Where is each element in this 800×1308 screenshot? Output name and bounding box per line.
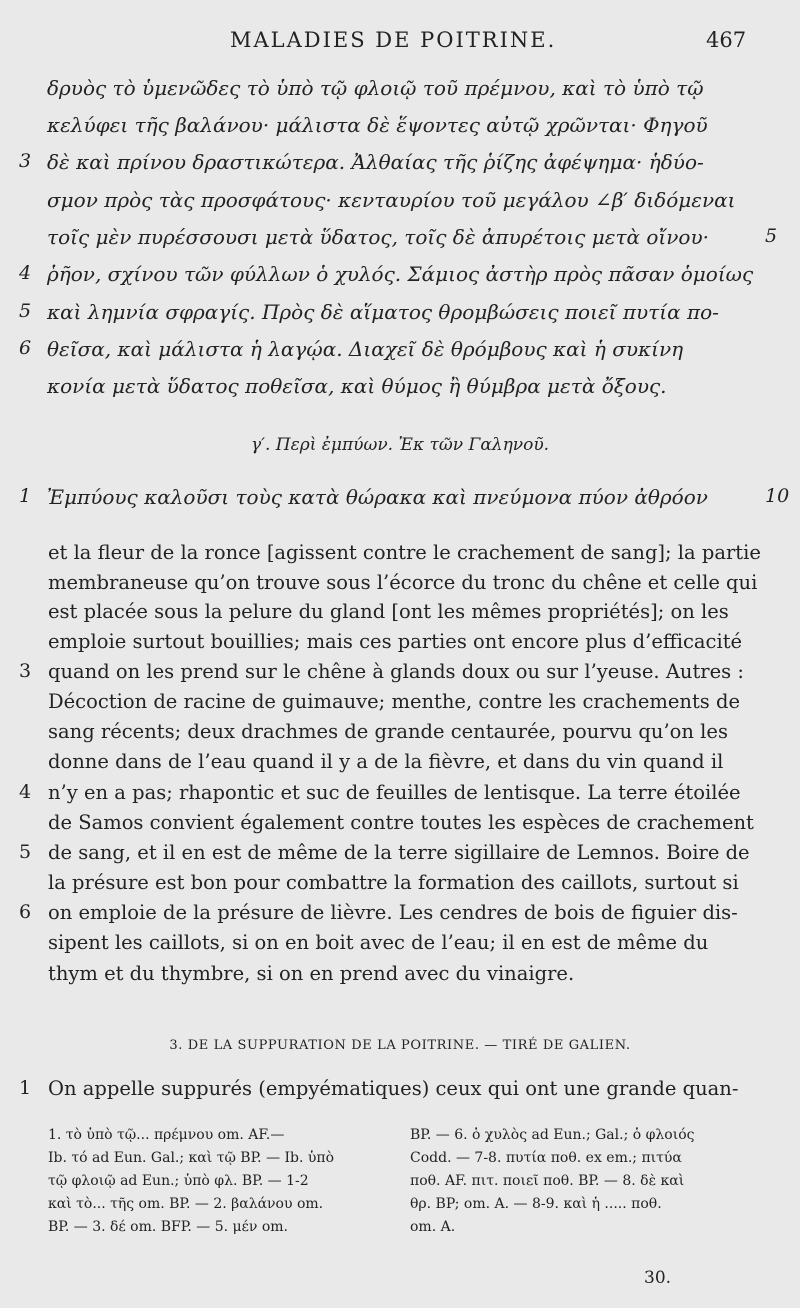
line-number: 6 bbox=[19, 901, 32, 923]
footnote-line: τῷ φλοιῷ ad Eun.; ὑπὸ φλ. BP. — 1-2 bbox=[48, 1173, 309, 1189]
french-line-text: emploie surtout bouillies; mais ces parties ont encore plus d’efficacité bbox=[48, 630, 743, 653]
footnote-line: 1. τὸ ὑπὸ τῷ... πρέμνου om. AF.— bbox=[48, 1127, 285, 1143]
greek-line-text: ῥῆον, σχίνου τῶν φύλλων ὁ χυλός. Σάμιος ἀστὴρ πρὸς πᾶσαν ὁμοίως bbox=[47, 262, 754, 286]
footnote-line: BP. — 6. ὁ χυλὸς ad Eun.; Gal.; ὁ φλοιός bbox=[410, 1127, 695, 1143]
french-line-text: la présure est bon pour combattre la formation des caillots, surtout si bbox=[48, 871, 739, 894]
footnote-line: θρ. BP; om. A. — 8-9. καὶ ἡ ..... ποθ. bbox=[410, 1196, 662, 1212]
greek-line-text: κονία μετὰ ὕδατος ποθεῖσα, καὶ θύμος ἢ θύμβρα μετὰ ὄξους. bbox=[47, 374, 667, 398]
greek-line-text: τοῖς μὲν πυρέσσουσι μετὰ ὕδατος, τοῖς δὲ ἀπυρέτοις μετὰ οἴνου· bbox=[47, 225, 709, 249]
greek-line-text: κελύφει τῆς βαλάνου· μάλιστα δὲ ἕψοντες αὐτῷ χρῶνται· Φηγοῦ bbox=[47, 113, 708, 137]
greek-line-text: δρυὸς τὸ ὑμενῶδες τὸ ὑπὸ τῷ φλοιῷ τοῦ πρέμνου, καὶ τὸ ὑπὸ τῷ bbox=[47, 76, 704, 100]
line-number: 5 bbox=[19, 300, 32, 322]
greek-line-text: καὶ λημνία σφραγίς. Πρὸς δὲ αἵματος θρομβώσεις ποιεῖ πυτία πο- bbox=[47, 300, 719, 324]
french-line-text: sipent les caillots, si on en boit avec de l’eau; il en est de même du bbox=[48, 931, 709, 954]
running-header bbox=[0, 28, 800, 58]
french-line-text: sang récents; deux drachmes de grande centaurée, pourvu qu’on les bbox=[48, 720, 728, 743]
french-line-text: et la fleur de la ronce [agissent contre le crachement de sang]; la partie bbox=[48, 541, 761, 564]
footnote-line: Ib. τό ad Eun. Gal.; καὶ τῷ BP. — Ib. ὑπὸ bbox=[48, 1150, 335, 1166]
greek-line-text: Ἐμπύους καλοῦσι τοὺς κατὰ θώρακα καὶ πνεύμονα πύον ἀθρόον bbox=[47, 485, 708, 509]
greek-line-text: σμον πρὸς τὰς προσφάτους· κενταυρίου τοῦ μεγάλου ∠β′ διδόμεναι bbox=[47, 188, 736, 212]
greek-line-text: δὲ καὶ πρίνου δραστικώτερα. Ἀλθαίας τῆς ῥίζης ἀφέψημα· ἡδύο- bbox=[47, 150, 704, 174]
french-line-text: n’y en a pas; rhapontic et suc de feuilles de lentisque. La terre étoilée bbox=[48, 781, 741, 804]
footnote-line: Codd. — 7-8. πυτία ποθ. ex em.; πιτύα bbox=[410, 1150, 682, 1166]
greek-section-title: γ′. Περὶ ἐμπύων. Ἐκ τῶν Γαληνοῦ. bbox=[250, 435, 550, 455]
footnote-line: BP. — 3. δέ om. BFP. — 5. μέν om. bbox=[48, 1219, 288, 1235]
line-number: 5 bbox=[19, 841, 32, 863]
footnotes-right-column bbox=[410, 1127, 695, 1242]
french-line-text: on emploie de la présure de lièvre. Les cendres de bois de figuier dis- bbox=[48, 901, 738, 924]
line-number: 3 bbox=[19, 660, 32, 682]
signature-mark: 30. bbox=[644, 1268, 672, 1288]
french-line-text: de sang, et il en est de même de la terre sigillaire de Lemnos. Boire de bbox=[48, 841, 750, 864]
page-title: MALADIES DE POITRINE. bbox=[230, 28, 557, 52]
line-number: 6 bbox=[19, 337, 32, 359]
french-section-title: 3. DE LA SUPPURATION DE LA POITRINE. — TIRÉ DE GALIEN. bbox=[169, 1038, 631, 1053]
french-line-text: quand on les prend sur le chêne à glands doux ou sur l’yeuse. Autres : bbox=[48, 660, 744, 683]
french-line-text: membraneuse qu’on trouve sous l’écorce du tronc du chêne et celle qui bbox=[48, 571, 758, 594]
french-line-text: thym et du thymbre, si on en prend avec du vinaigre. bbox=[48, 962, 575, 985]
margin-line-number: 10 bbox=[765, 485, 790, 507]
line-number: 4 bbox=[19, 262, 32, 284]
footnote-line: ποθ. AF. πιτ. ποιεῖ ποθ. BP. — 8. δὲ καὶ bbox=[410, 1173, 685, 1189]
line-number: 1 bbox=[19, 485, 32, 507]
footnotes-left-column bbox=[48, 1127, 334, 1242]
line-number: 3 bbox=[19, 150, 32, 172]
footnote-line: καὶ τὸ... τῆς om. BP. — 2. βαλάνου om. bbox=[48, 1196, 324, 1212]
margin-line-number: 5 bbox=[765, 225, 778, 247]
line-number: 1 bbox=[19, 1077, 32, 1099]
french-line-text: donne dans de l’eau quand il y a de la fièvre, et dans du vin quand il bbox=[48, 750, 724, 773]
french-line-text: de Samos convient également contre toutes les espèces de crachement bbox=[48, 811, 754, 834]
french-line-text: est placée sous la pelure du gland [ont les mêmes propriétés]; on les bbox=[48, 600, 729, 623]
french-line-text: On appelle suppurés (empyématiques) ceux qui ont une grande quan- bbox=[48, 1077, 739, 1100]
page-number: 467 bbox=[706, 28, 747, 52]
greek-line-text: θεῖσα, καὶ μάλιστα ἡ λαγῴα. Διαχεῖ δὲ θρόμβους καὶ ἡ συκίνη bbox=[47, 337, 684, 361]
footnote-line: om. A. bbox=[410, 1219, 456, 1235]
line-number: 4 bbox=[19, 781, 32, 803]
french-line-text: Décoction de racine de guimauve; menthe, contre les crachements de bbox=[48, 690, 741, 713]
